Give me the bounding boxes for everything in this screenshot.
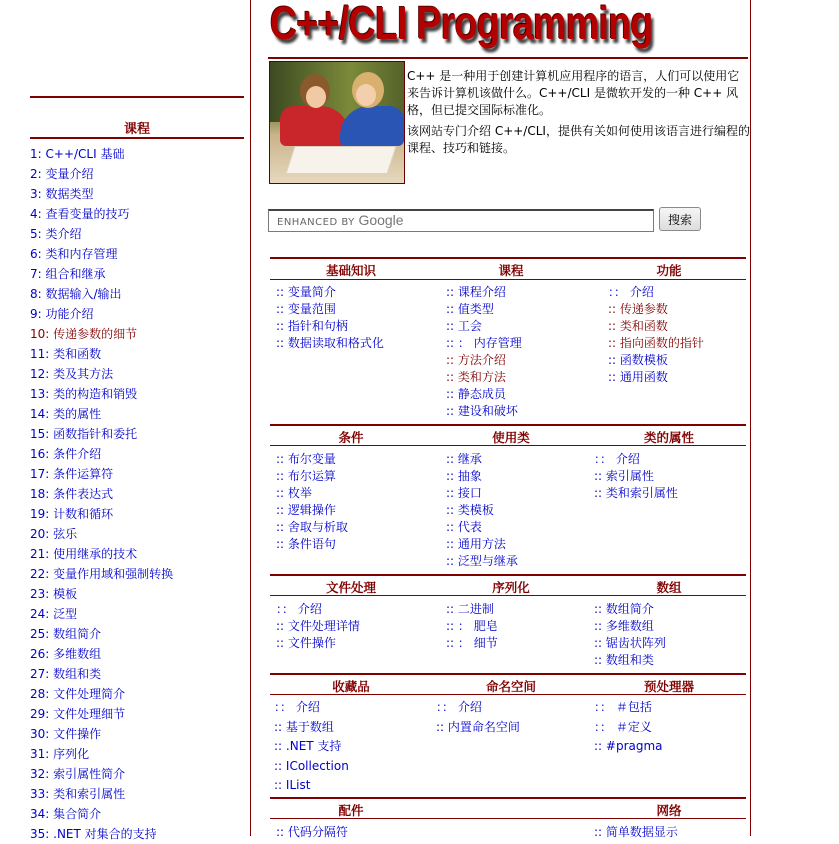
topic-link[interactable]: :: 锯齿状阵列 [594, 636, 666, 650]
lesson-link[interactable]: 32: 索引属性简介 [30, 767, 126, 781]
topic-link[interactable]: :: 类模板 [446, 503, 494, 517]
topic-link[interactable]: :: 舍取与析取 [276, 520, 348, 534]
topic-link[interactable]: :: 数据读取和格式化 [276, 336, 384, 350]
list-functions [608, 284, 704, 386]
header-class-properties: 类的属性 [643, 430, 694, 445]
list-class-properties [594, 451, 678, 502]
lesson-link[interactable]: 25: 数组简介 [30, 627, 102, 641]
topic-link[interactable]: :: 函数模板 [608, 353, 668, 367]
lesson-link[interactable]: 31: 序列化 [30, 747, 90, 761]
header-using-classes: 使用类 [492, 430, 530, 445]
group-divider [270, 574, 746, 576]
topic-link[interactable]: :: 课程介绍 [446, 285, 506, 299]
banner-divider [268, 57, 748, 59]
topic-link[interactable]: :: 变量范围 [276, 302, 336, 316]
site-title: C++/CLI Programming [270, 0, 653, 49]
lesson-link[interactable]: 19: 计数和循环 [30, 507, 114, 521]
topic-link[interactable]: :: 静态成员 [446, 387, 506, 401]
header-collections: 收藏品 [332, 679, 370, 694]
header-functions: 功能 [656, 263, 682, 278]
topic-link[interactable]: ：： 介绍 [274, 700, 320, 714]
header-underline [270, 279, 746, 280]
lesson-link[interactable]: 14: 类的属性 [30, 407, 102, 421]
header-underline [270, 818, 746, 819]
topic-link[interactable]: :: ： 肥皂 [446, 619, 498, 633]
topic-link[interactable]: :: ： 内存管理 [446, 336, 522, 350]
lesson-link[interactable]: 16: 条件介绍 [30, 447, 102, 461]
lesson-link[interactable]: 18: 条件表达式 [30, 487, 114, 501]
search-field[interactable] [268, 209, 654, 232]
lesson-link[interactable]: 22: 变量作用域和强制转换 [30, 567, 174, 581]
list-conditions [276, 451, 348, 553]
list-file-processing [276, 601, 360, 652]
topic-link[interactable]: :: 传递参数 [608, 302, 668, 316]
topic-link[interactable]: :: 接口 [446, 486, 482, 500]
topic-link[interactable]: :: 指向函数的指针 [608, 336, 704, 350]
list-using-classes [446, 451, 518, 570]
topic-link[interactable]: :: 基于数组 [274, 719, 334, 734]
topic-link[interactable]: :: ICollection [274, 758, 349, 773]
search-button[interactable]: 搜索 [659, 207, 701, 231]
topic-link[interactable]: :: 内置命名空间 [436, 719, 520, 734]
list-collections [274, 698, 349, 796]
header-accessories: 配件 [338, 803, 364, 818]
topic-link[interactable]: :: 建设和破坏 [446, 404, 518, 418]
topic-link[interactable]: :: 布尔变量 [276, 452, 336, 466]
header-conditions: 条件 [338, 430, 364, 445]
lesson-link[interactable]: 21: 使用继承的技术 [30, 547, 138, 561]
topic-link[interactable]: ：： 介绍 [594, 452, 640, 466]
topic-link[interactable]: :: 二进制 [446, 602, 494, 616]
topic-link[interactable]: :: 枚举 [276, 486, 312, 500]
topic-link[interactable]: :: 条件语句 [276, 537, 336, 551]
lesson-link[interactable]: 34: 集合简介 [30, 807, 102, 821]
lesson-link[interactable]: 1: C++/CLI 基础 [30, 147, 125, 161]
lesson-link[interactable]: 35: .NET 对集合的支持 [30, 827, 157, 841]
topic-link[interactable]: :: 代表 [446, 520, 482, 534]
list-serialization [446, 601, 498, 652]
right-column-divider [750, 0, 751, 836]
lesson-link[interactable]: 27: 数组和类 [30, 667, 102, 681]
header-basics: 基础知识 [325, 263, 376, 278]
lesson-link[interactable]: 13: 类的构造和销毁 [30, 387, 138, 401]
topic-link[interactable]: :: 布尔运算 [276, 469, 336, 483]
topic-link[interactable]: :: .NET 支持 [274, 739, 342, 753]
topic-link[interactable]: :: 泛型与继承 [446, 554, 518, 568]
topic-link[interactable]: :: 类和索引属性 [594, 486, 678, 500]
topic-link[interactable]: :: 指针和句柄 [276, 319, 348, 333]
topic-link[interactable]: :: 文件操作 [276, 636, 336, 650]
lesson-link[interactable]: 8: 数据输入/输出 [30, 287, 122, 301]
topic-link[interactable]: :: 逻辑操作 [276, 503, 336, 517]
lesson-link[interactable]: 10: 传递参数的细节 [30, 327, 138, 341]
topic-link[interactable]: :: 简单数据显示 [594, 825, 678, 839]
topic-link[interactable]: :: 文件处理详情 [276, 619, 360, 633]
left-column-divider [250, 0, 251, 836]
list-network [594, 824, 678, 841]
topic-link[interactable]: :: 通用函数 [608, 370, 668, 384]
intro-paragraph-1: C++ 是一种用于创建计算机应用程序的语言，人们可以使用它来告诉计算机该做什么。C++/CLI 是微软开发的一种 C++ 风格，但已提交国际标准化。 [407, 69, 740, 117]
header-preprocessor: 预处理器 [643, 679, 694, 694]
topic-link[interactable]: :: IList [274, 778, 311, 792]
topic-link[interactable]: :: 类和函数 [608, 319, 668, 333]
topic-link[interactable]: ：： ＃定义 [594, 719, 652, 734]
topic-link[interactable]: :: 数组简介 [594, 602, 654, 616]
google-logo: Google [358, 212, 404, 228]
search-input[interactable] [269, 211, 653, 231]
topic-link[interactable]: ：： 介绍 [608, 285, 654, 299]
topic-link[interactable]: ：： ＃包括 [594, 700, 652, 714]
search-watermark: ENHANCED BY Google [277, 212, 404, 228]
topic-link[interactable]: ：： 介绍 [436, 700, 482, 714]
list-basics [276, 284, 384, 352]
topic-link[interactable]: :: 工会 [446, 319, 482, 333]
header-file-processing: 文件处理 [325, 580, 376, 595]
topic-link[interactable]: :: ： 细节 [446, 636, 498, 650]
intro-text [407, 68, 750, 161]
group-divider [270, 797, 746, 799]
list-accessories [276, 824, 348, 841]
lesson-link[interactable]: 15: 函数指针和委托 [30, 427, 138, 441]
header-underline [270, 595, 746, 596]
lesson-link[interactable]: 20: 弦乐 [30, 527, 78, 541]
topic-link[interactable]: :: 方法介绍 [446, 353, 506, 367]
topic-link[interactable]: :: 值类型 [446, 302, 494, 316]
topic-link[interactable]: :: 抽象 [446, 469, 482, 483]
header-network: 网络 [656, 803, 682, 818]
group-divider [270, 257, 746, 259]
topic-link[interactable]: :: 变量简介 [276, 285, 336, 299]
lesson-link[interactable]: 24: 泛型 [30, 607, 78, 621]
topic-link[interactable]: :: 类和方法 [446, 370, 506, 384]
lesson-link[interactable]: 4: 查看变量的技巧 [30, 207, 130, 221]
lesson-link[interactable]: 2: 变量介绍 [30, 167, 94, 181]
site-banner [270, 0, 737, 56]
header-serialization: 序列化 [492, 580, 530, 595]
group-divider [270, 424, 746, 426]
topic-link[interactable]: :: #pragma [594, 739, 663, 753]
topic-link[interactable]: ：： 介绍 [276, 602, 322, 616]
lesson-link[interactable]: 28: 文件处理简介 [30, 687, 126, 701]
lesson-link[interactable]: 29: 文件处理细节 [30, 707, 126, 721]
group-divider [270, 673, 746, 675]
topic-link[interactable]: :: 继承 [446, 452, 482, 466]
lesson-list [30, 144, 173, 844]
list-arrays [594, 601, 666, 669]
topic-link[interactable]: :: 多维数组 [594, 619, 654, 633]
sidebar-title-divider [30, 137, 244, 139]
list-namespaces [436, 698, 520, 737]
lesson-link[interactable]: 7: 组合和继承 [30, 267, 106, 281]
students-reading-photo [269, 61, 405, 184]
header-underline [270, 694, 746, 695]
lesson-link[interactable]: 5: 类介绍 [30, 227, 82, 241]
lesson-link[interactable]: 11: 类和函数 [30, 347, 102, 361]
sidebar-title: 课程 [123, 122, 150, 137]
lesson-link[interactable]: 3: 数据类型 [30, 187, 94, 201]
lesson-link[interactable]: 6: 类和内存管理 [30, 247, 118, 261]
topic-link[interactable]: :: 索引属性 [594, 469, 654, 483]
header-lessons: 课程 [498, 263, 524, 278]
header-underline [270, 445, 746, 446]
header-arrays: 数组 [656, 580, 682, 595]
topic-link[interactable]: :: 通用方法 [446, 537, 506, 551]
list-preprocessor [594, 698, 663, 757]
lesson-link[interactable]: 9: 功能介绍 [30, 307, 94, 321]
lesson-link[interactable]: 26: 多维数组 [30, 647, 102, 661]
lesson-link[interactable]: 30: 文件操作 [30, 727, 102, 741]
topic-link[interactable]: :: 代码分隔符 [276, 825, 348, 839]
intro-paragraph-2: 该网站专门介绍 C++/CLI，提供有关如何使用该语言进行编程的课程、技巧和链接。 [407, 124, 750, 155]
header-namespaces: 命名空间 [485, 679, 536, 694]
list-lessons [446, 284, 522, 420]
lesson-link[interactable]: 33: 类和索引属性 [30, 787, 126, 801]
lesson-link[interactable]: 12: 类及其方法 [30, 367, 114, 381]
topic-link[interactable]: :: 数组和类 [594, 653, 654, 667]
lesson-link[interactable]: 17: 条件运算符 [30, 467, 114, 481]
lesson-link[interactable]: 23: 模板 [30, 587, 78, 601]
sidebar-top-divider [30, 96, 244, 98]
